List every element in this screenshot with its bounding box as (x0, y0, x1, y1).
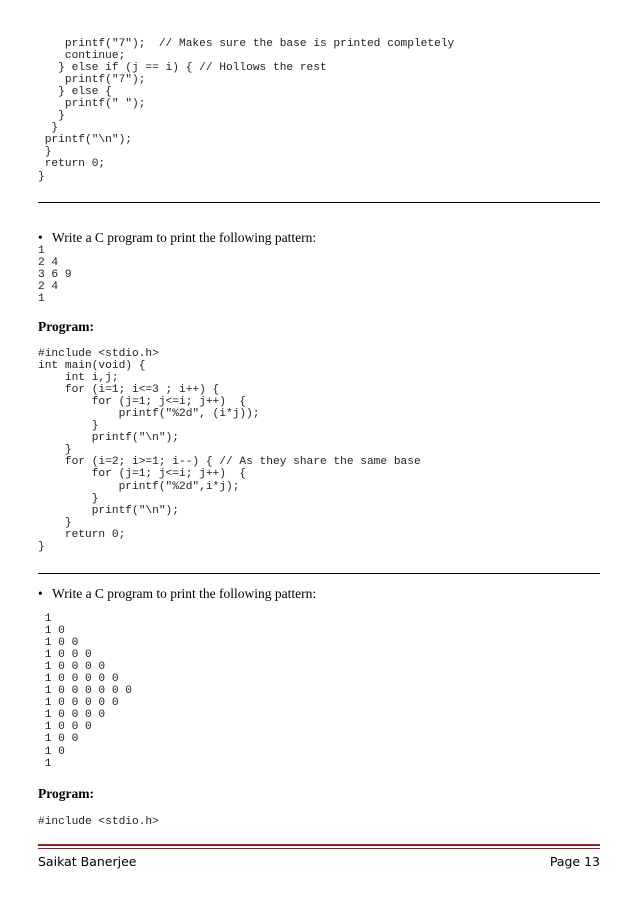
section1-program-label: Program: (38, 319, 94, 334)
footer-page-number: Page 13 (549, 854, 600, 869)
code-block-top: printf("7"); // Makes sure the base is printed completely continue; } else if (j == i) { // Hollows the rest printf("7"); } else { printf(" "); } } printf("\n"); } return 0; } (38, 38, 455, 183)
section-divider (38, 202, 600, 203)
section2-heading-text: Write a C program to print the following pattern: (52, 586, 317, 601)
footer-rule (38, 844, 600, 846)
bullet-icon: • (38, 230, 43, 245)
footer-rule-thin (38, 848, 600, 849)
bullet-icon: • (38, 586, 43, 601)
section1-heading (38, 230, 316, 246)
section1-heading-text: Write a C program to print the following pattern: (52, 230, 317, 245)
section2-heading (38, 586, 316, 602)
footer-author: Saikat Banerjee (38, 854, 137, 869)
section1-pattern: 1 2 4 3 6 9 2 4 1 (38, 245, 72, 306)
section2-pattern: 1 1 0 1 0 0 1 0 0 0 1 0 0 0 0 1 0 0 0 0 0 1 0 0 0 0 0 0 1 0 0 0 0 0 1 0 0 0 0 1 0 0 0 1 0 0 1 0 1 (44, 613, 132, 770)
section2-code: #include <stdio.h> (38, 816, 159, 828)
section2-program-label: Program: (38, 786, 94, 801)
section1-code: #include <stdio.h> int main(void) { int i,j; for (i=1; i<=3 ; i++) { for (j=1; j<=i; j++) { printf("%2d", (i*j)); } printf("\n"); } for (i=2; i>=1; i--) { // As they share the same base for (j=1; j<=i; j++) { printf("%2d",i*j); } printf("\n"); } return 0; } (38, 348, 421, 553)
section-divider (38, 573, 600, 574)
